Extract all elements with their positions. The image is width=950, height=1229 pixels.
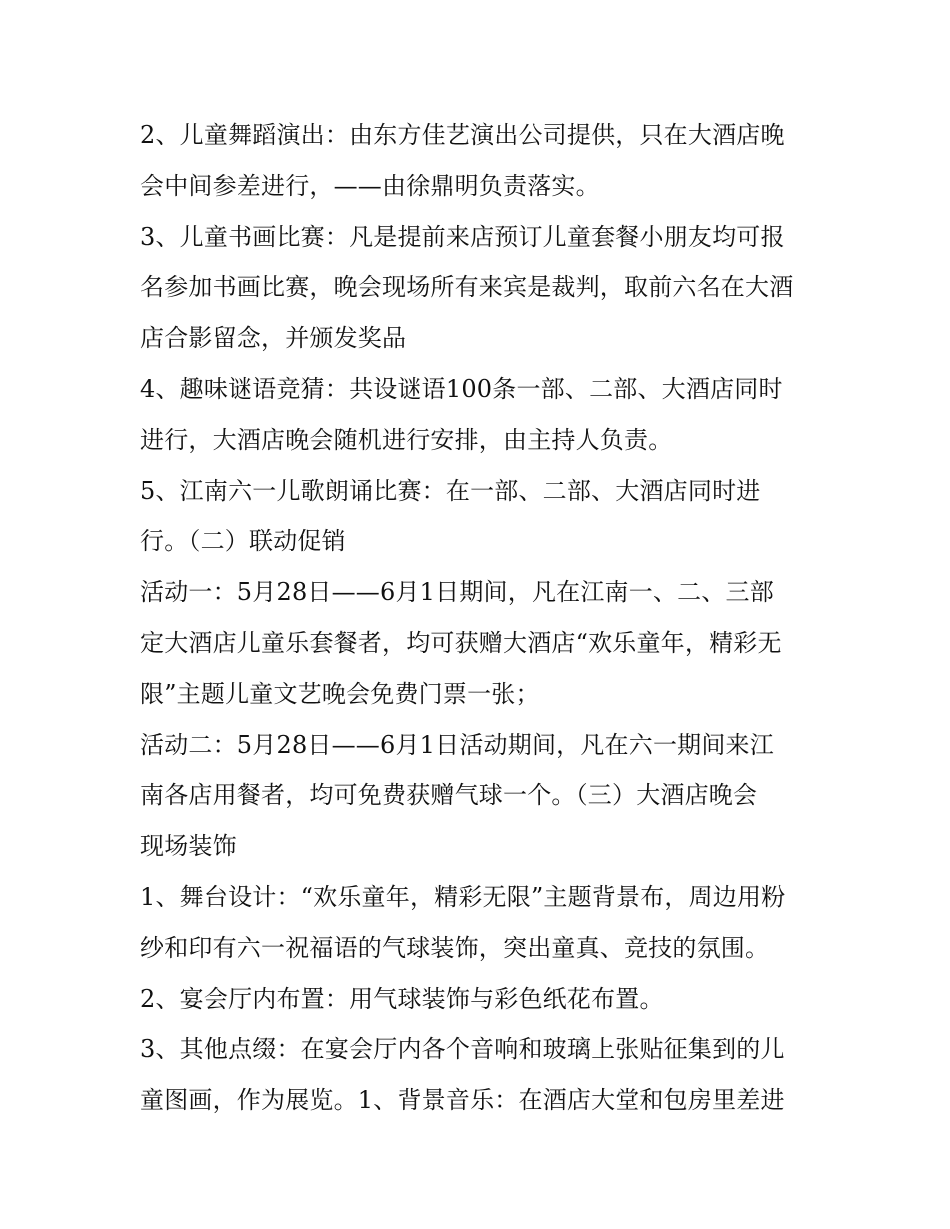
text-line: 行。（二）联动促销 — [140, 527, 346, 556]
text-line: 4、趣味谜语竞猜：共设谜语100条一部、二部、大酒店同时 — [140, 374, 783, 403]
text-line: 店合影留念，并颁发奖品 — [140, 324, 407, 353]
text-line: 3、儿童书画比赛：凡是提前来店预订儿童套餐小朋友均可报 — [140, 222, 785, 251]
text-line: 纱和印有六一祝福语的气球装饰，突出童真、竞技的氛围。 — [140, 933, 770, 962]
text-line: 定大酒店儿童乐套餐者，均可获赠大酒店“欢乐童年，精彩无 — [140, 628, 782, 657]
text-line: 活动二：5月28日——6月1日活动期间，凡在六一期间来江 — [140, 730, 774, 759]
text-line: 1、舞台设计：“欢乐童年，精彩无限”主题背景布，周边用粉 — [140, 882, 786, 911]
text-line: 2、宴会厅内布置：用气球装饰与彩色纸花布置。 — [140, 984, 664, 1013]
text-line: 会中间参差进行，——由徐鼎明负责落实。 — [140, 171, 600, 200]
text-line: 3、其他点缀：在宴会厅内各个音响和玻璃上张贴征集到的儿 — [140, 1035, 785, 1064]
document-body — [140, 110, 830, 1126]
text-line: 进行，大酒店晚会随机进行安排，由主持人负责。 — [140, 425, 673, 454]
text-line: 2、儿童舞蹈演出：由东方佳艺演出公司提供，只在大酒店晚 — [140, 121, 785, 149]
text-line: 童图画，作为展览。1、背景音乐：在酒店大堂和包房里差进 — [140, 1086, 785, 1115]
text-line: 5、江南六一儿歌朗诵比赛：在一部、二部、大酒店同时进 — [140, 476, 761, 505]
text-line: 限”主题儿童文艺晚会免费门票一张； — [140, 679, 540, 708]
text-line: 名参加书画比赛，晚会现场所有来宾是裁判，取前六名在大酒 — [140, 273, 794, 302]
text-line: 南各店用餐者，均可免费获赠气球一个。（三）大酒店晚会 — [140, 781, 758, 810]
text-line: 活动一：5月28日——6月1日期间，凡在江南一、二、三部 — [140, 578, 774, 607]
text-line: 现场装饰 — [140, 832, 237, 861]
